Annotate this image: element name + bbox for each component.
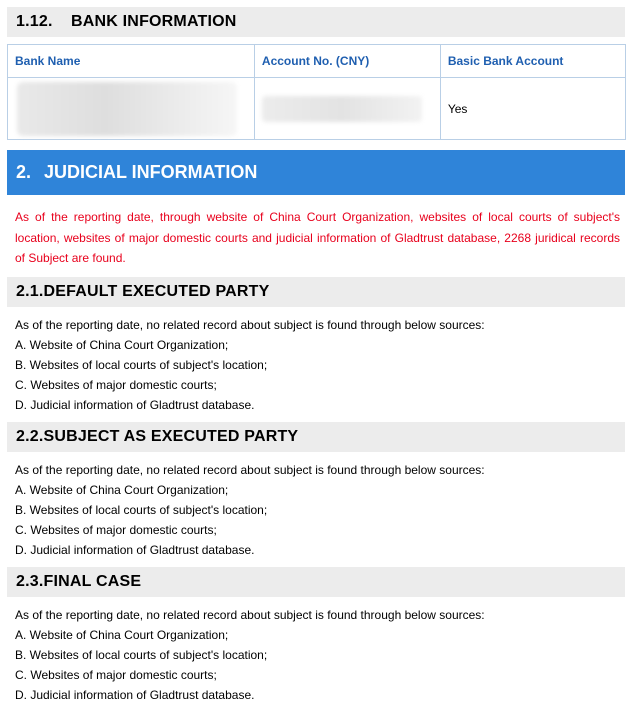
section-number: 1.12. — [16, 13, 53, 30]
redacted-bank-name — [17, 82, 237, 136]
list-item: C. Websites of major domestic courts; — [15, 668, 217, 682]
redacted-account-number — [262, 96, 422, 122]
intro-text: As of the reporting date, no related record about subject is found through below sources: — [15, 318, 485, 332]
list-item: A. Website of China Court Organization; — [15, 628, 229, 642]
bank-name-cell — [8, 78, 255, 140]
list-item: A. Website of China Court Organization; — [15, 338, 229, 352]
bank-information-heading — [7, 7, 625, 37]
column-header-bank-name: Bank Name — [8, 45, 255, 78]
section-number: 2. — [16, 162, 32, 182]
column-header-basic-bank-account: Basic Bank Account — [440, 45, 625, 78]
list-item: D. Judicial information of Gladtrust database. — [15, 543, 255, 557]
subsection-body — [15, 315, 620, 415]
list-item: B. Websites of local courts of subject's location; — [15, 503, 268, 517]
judicial-information-banner — [7, 150, 625, 195]
subsection-heading-subject-as-executed-party: 2.2.SUBJECT AS EXECUTED PARTY — [7, 422, 625, 452]
intro-text: As of the reporting date, no related record about subject is found through below sources: — [15, 608, 485, 622]
list-item: D. Judicial information of Gladtrust database. — [15, 688, 255, 702]
list-item: C. Websites of major domestic courts; — [15, 378, 217, 392]
subsection-body — [15, 460, 620, 560]
subsection-body — [15, 605, 620, 705]
judicial-summary-note: As of the reporting date, through website of China Court Organization, websites of local courts of subject's location, websites of major domestic courts and judicial information of Gladtrust database, 2268 juridical records of Subject are found. — [15, 210, 620, 265]
subsection-heading-default-executed-party: 2.1.DEFAULT EXECUTED PARTY — [7, 277, 625, 307]
list-item: B. Websites of local courts of subject's location; — [15, 648, 268, 662]
list-item: D. Judicial information of Gladtrust database. — [15, 398, 255, 412]
section-title: BANK INFORMATION — [71, 13, 237, 30]
section-title: JUDICIAL INFORMATION — [44, 162, 258, 182]
bank-information-table — [7, 44, 626, 140]
subsection-heading-final-case: 2.3.FINAL CASE — [7, 567, 625, 597]
column-header-account-no: Account No. (CNY) — [254, 45, 440, 78]
account-no-cell — [254, 78, 440, 140]
basic-bank-account-cell: Yes — [440, 78, 625, 140]
list-item: A. Website of China Court Organization; — [15, 483, 229, 497]
list-item: C. Websites of major domestic courts; — [15, 523, 217, 537]
list-item: B. Websites of local courts of subject's location; — [15, 358, 268, 372]
table-header-row — [8, 45, 626, 78]
intro-text: As of the reporting date, no related record about subject is found through below sources: — [15, 463, 485, 477]
table-row — [8, 78, 626, 140]
